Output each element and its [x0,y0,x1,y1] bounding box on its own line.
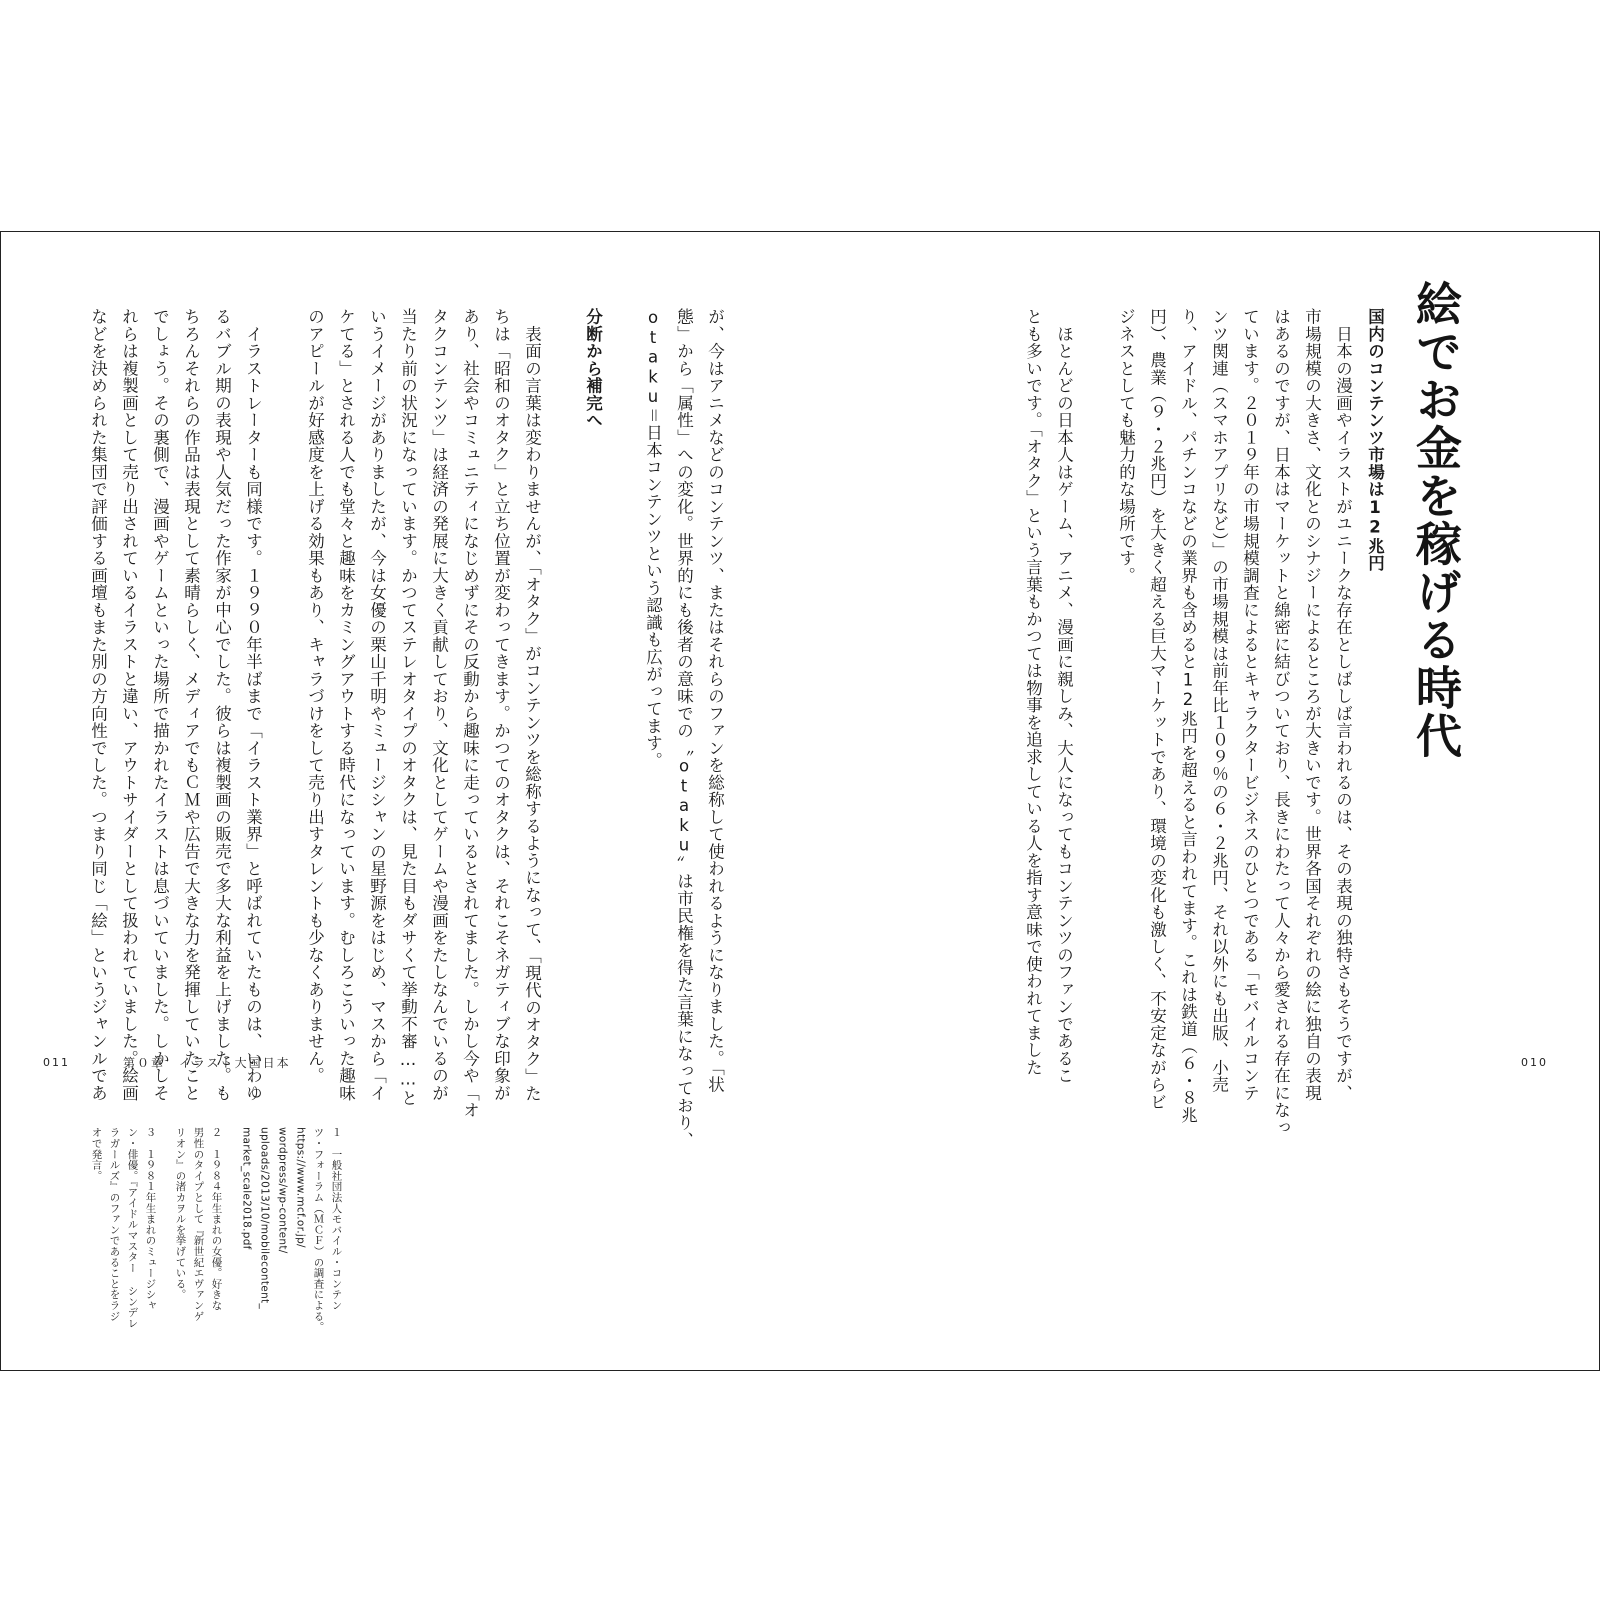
footnote-line: ン・俳優。『アイドルマスター シンデレ [126,1127,139,1329]
body-line: が、今はアニメなどのコンテンツ、またはそれらのファンを総称して使われるようになりました。「状 [705,308,725,1094]
footnote-line: ラガールズ』のファンであることをラジ [108,1127,121,1322]
body-line: れらは複製画として売り出されているイラストと違い、アウトサイダーとして扱われていました。絵画 [119,308,139,1102]
body-line: とも多いです。「オタク」という言葉もかつては物事を追求している人を指す意味で使われてました [1023,308,1043,1076]
right-page [801,232,1599,1370]
body-line: ンツ関連（スマホアプリなど）」の市場規模は前年比１０９％の６・２兆円、それ以外にも出版、小売 [1209,308,1229,1094]
body-line: 日本の漫画やイラストがユニークな存在としばしば言われるのは、その表現の独特さもそうですが、 [1333,308,1353,1102]
body-line: り、アイドル、パチンコなどの業界も含めると12兆円を超えると言われてます。これは鉄道（６・８兆 [1178,308,1198,1124]
body-line: 態」から「属性」への変化。世界的にも後者の意味での〝otaku〟は市民権を得た言葉になっており、 [674,308,694,1149]
body-line: あり、社会やコミュニティになじめずにその反動から趣味に走っているとされてました。しかし今や「オ [460,308,480,1119]
body-line: 表面の言葉は変わりませんが、「オタク」がコンテンツを総称するようになって、「現代のオタク」た [522,308,542,1103]
footnote-url-line: wordpress/wp-content/ [276,1127,289,1254]
book-spread [0,231,1600,1371]
body-line: 円）、農業（９・２兆円）を大きく超える巨大マーケットであり、環境の変化も激しく、不安定ながらビ [1147,308,1167,1111]
footnote-line: １ 一般社団法人モバイル・コンテン [330,1127,343,1311]
footnote-url-line: market_scale2018.pdf [240,1127,253,1250]
body-line: イラストレーターも同様です。１９９０年半ばまで「イラスト業界」と呼ばれていたものは、いわゆ [243,308,263,1102]
footnote-line: ツ・フォーラム（ＭＣＦ）の調査による。 [312,1127,325,1333]
body-line: のアピールが好感度を上げる効果もあり、キャラづけをして売り出すタレントも少なくありません。 [305,308,325,1085]
body-line: 当たり前の状況になっています。かつてステレオタイプのオタクは、見た目もダサくて挙動不審……と [398,308,418,1107]
footnote-line: リオン』の渚カヲルを挙げている。 [174,1127,187,1300]
page-number: 011 [43,1056,70,1069]
section-heading-from-division: 分断から補完へ [583,308,603,429]
body-line: いうイメージがありましたが、今は女優の栗山千明やミュージシャンの星野源をはじめ、マスから「イ [367,308,387,1102]
body-line: るバブル期の表現や人気だった作家が中心でした。彼らは複製画の販売で多大な利益を上げました。も [212,308,232,1102]
body-line: ちろんそれらの作品は表現として素晴らしく、メディアでもＣＭや広告で大きな力を発揮していたこと [181,308,201,1102]
body-line: ほとんどの日本人はゲーム、アニメ、漫画に親しみ、大人になってもコンテンツのファンであるこ [1054,308,1074,1085]
footnote-url-line: uploads/2013/10/mobilecontent_ [258,1127,271,1309]
body-line: otaku＝日本コンテンツという認識も広がってます。 [643,308,663,769]
footnote-line: ３ １９８１年生まれのミュージシャ [144,1127,157,1311]
body-line: タクコンテンツ」は経済の発展に大きく貢献しており、文化としてゲームや漫画をたしなんでいるのが [429,308,449,1102]
body-line: でしょう。その裏側で、漫画やゲームといった場所で描かれたイラストは息づいていました。しかしそ [150,308,170,1102]
footnote-line: ２ １９８４年生まれの女優。好きな [210,1127,223,1311]
left-page [1,232,801,1370]
running-head: 第０章 イラスト大国日本 [123,1056,291,1070]
body-line: ています。２０１９年の市場規模調査によるとキャラクタービジネスのひとつである「モバイルコンテ [1240,308,1260,1102]
chapter-title: 絵でお金を稼げる時代 [1409,280,1463,760]
body-line: などを決められた集団で評価する画壇もまた別の方向性でした。つまり同じ「絵」というジャンルであ [88,308,108,1102]
body-line: はあるのですが、日本はマーケットと綿密に結びついており、長きにわたって人々から愛される存在になっ [1271,308,1291,1136]
body-line: 市場規模の大きさ、文化とのシナジーによるところが大きいです。世界各国それぞれの絵に独自の表現 [1302,308,1322,1102]
page-number: 010 [1521,1056,1548,1069]
footnote-url-line: https://www.mcf.or.jp/ [294,1127,307,1248]
footnote-line: 男性のタイプとして『新世紀エヴァンゲ [192,1127,205,1322]
body-line: ジネスとしても魅力的な場所です。 [1116,308,1136,584]
footnote-line: オで発言。 [90,1127,103,1181]
section-heading-domestic-market: 国内のコンテンツ市場は12兆円 [1365,308,1385,572]
body-line: ケてる」とされる人でも堂々と趣味をカミングアウトする時代になっています。むしろこういった趣味 [336,308,356,1102]
body-line: ちは「昭和のオタク」と立ち位置が変わってきます。かつてのオタクは、それこそネガティブな印象が [491,308,511,1102]
